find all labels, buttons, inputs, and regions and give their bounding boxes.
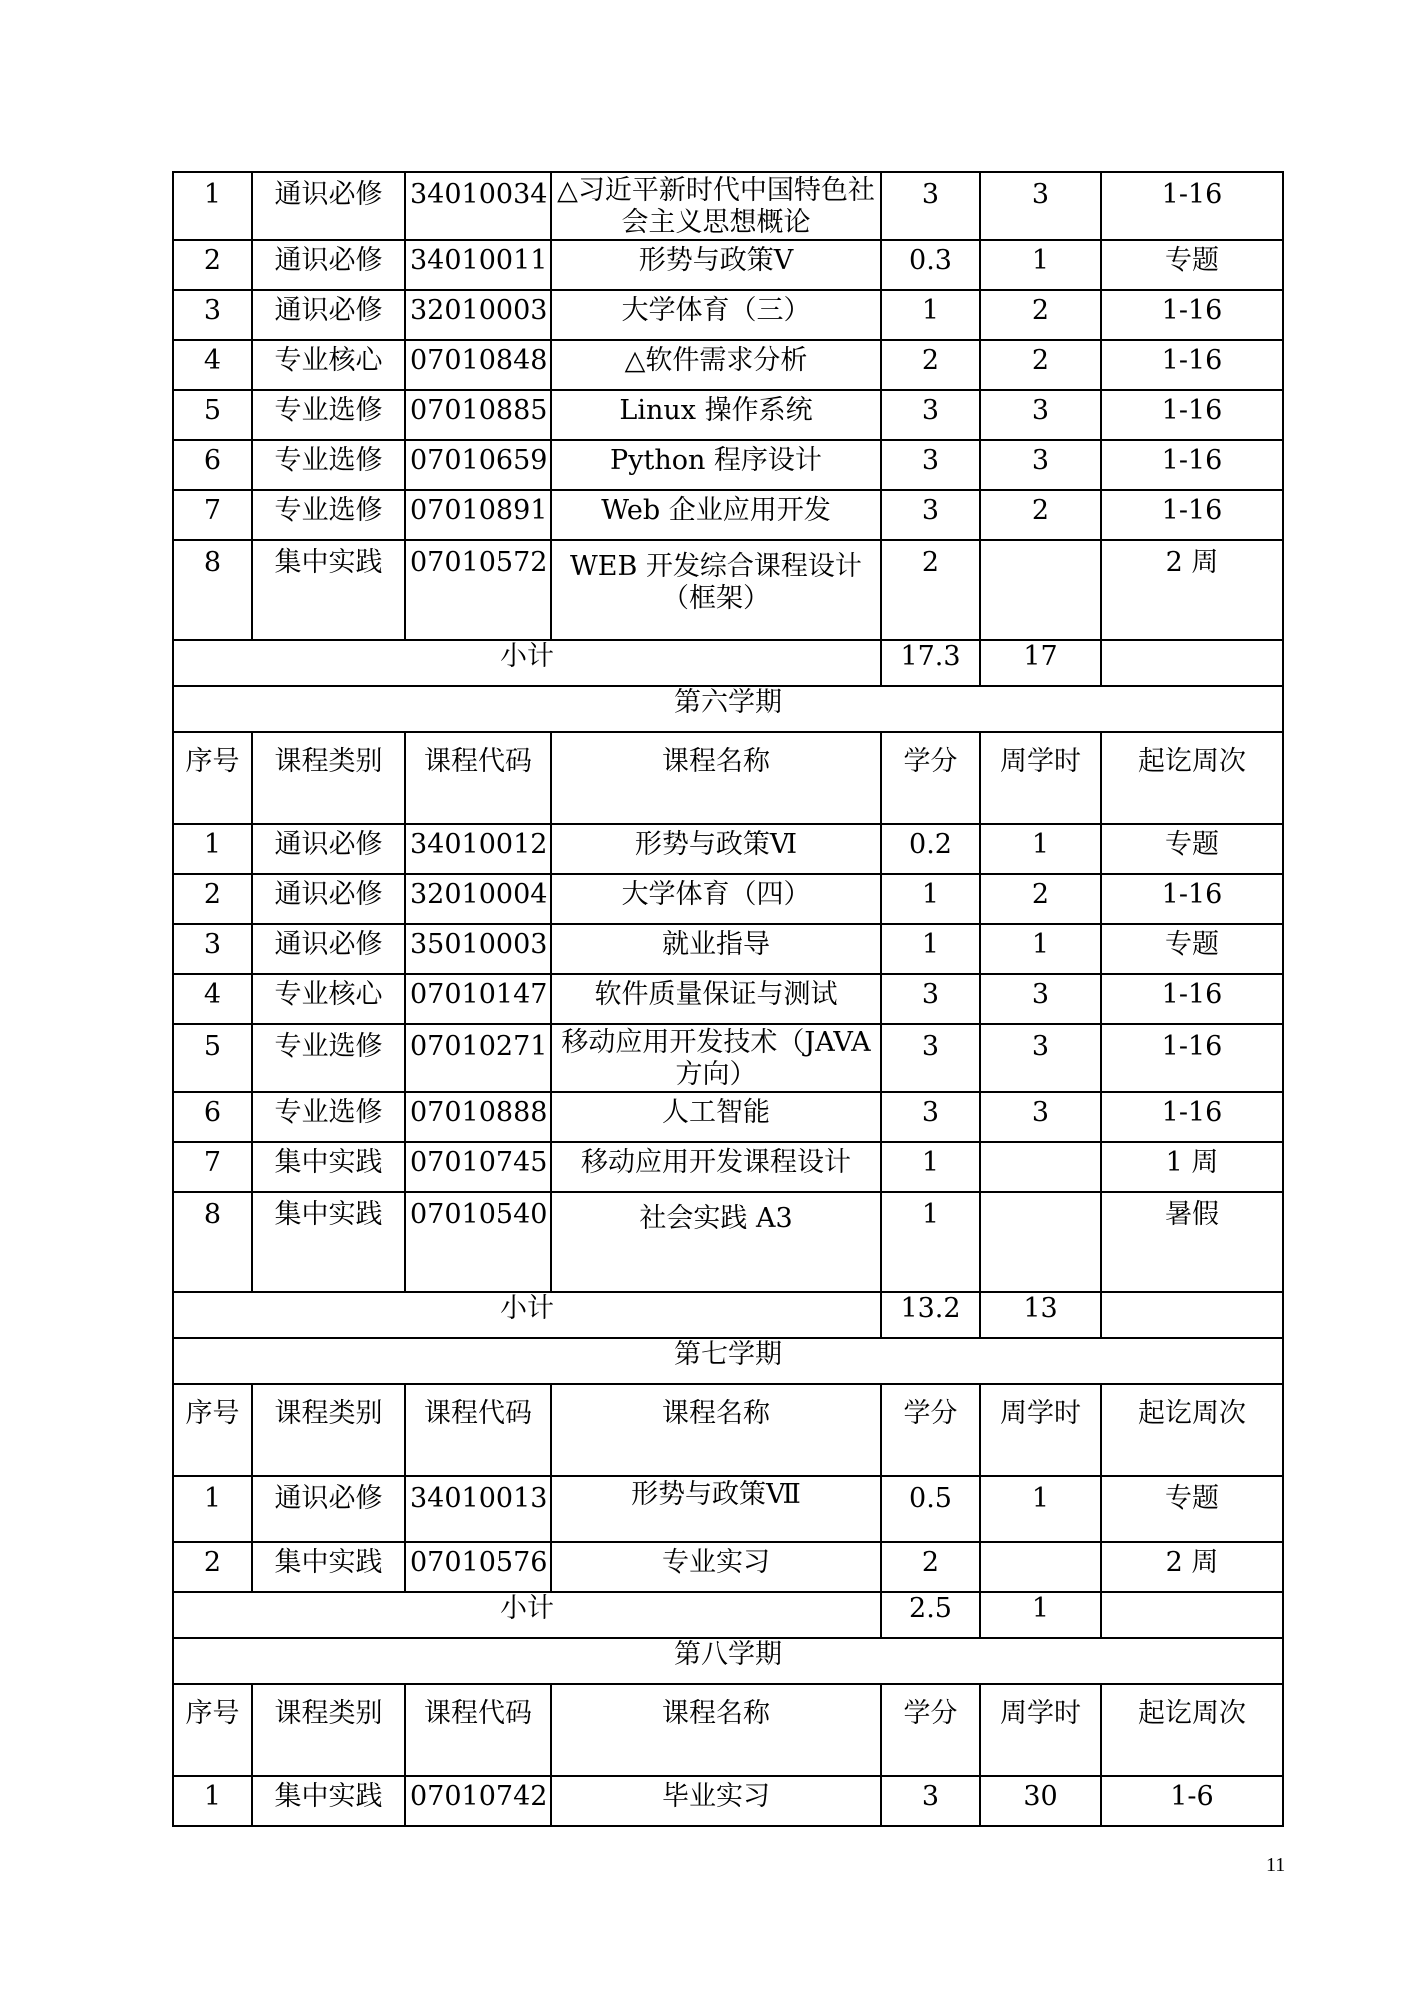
row-number: 1 — [173, 824, 252, 874]
row-number: 6 — [173, 440, 252, 490]
weekly-hours — [980, 540, 1101, 640]
credit: 1 — [881, 290, 980, 340]
week-range: 暑假 — [1101, 1192, 1283, 1292]
course-type: 专业选修 — [252, 390, 405, 440]
week-range: 1-16 — [1101, 490, 1283, 540]
weekly-hours — [980, 1542, 1101, 1592]
week-range: 1-16 — [1101, 390, 1283, 440]
weekly-hours — [980, 1142, 1101, 1192]
row-number: 8 — [173, 1192, 252, 1292]
subtotal-credit: 17.3 — [881, 640, 980, 686]
semester-title: 第七学期 — [173, 1338, 1283, 1384]
course-name: 专业实习 — [551, 1542, 881, 1592]
course-code: 34010011 — [405, 240, 551, 290]
subtotal-row — [173, 640, 1283, 686]
course-code: 07010888 — [405, 1092, 551, 1142]
course-code: 07010572 — [405, 540, 551, 640]
course-code: 07010885 — [405, 390, 551, 440]
course-code: 07010745 — [405, 1142, 551, 1192]
table-row — [173, 1542, 1283, 1592]
course-name: 形势与政策Ⅴ — [551, 240, 881, 290]
course-type: 集中实践 — [252, 1192, 405, 1292]
table-row — [173, 290, 1283, 340]
row-number: 4 — [173, 974, 252, 1024]
header-type: 课程类别 — [252, 732, 405, 824]
course-type: 集中实践 — [252, 1776, 405, 1826]
row-number: 1 — [173, 172, 252, 240]
credit: 3 — [881, 1092, 980, 1142]
row-number: 6 — [173, 1092, 252, 1142]
semester-title-row — [173, 1638, 1283, 1684]
course-type: 集中实践 — [252, 1142, 405, 1192]
weekly-hours: 2 — [980, 340, 1101, 390]
credit: 2 — [881, 540, 980, 640]
course-name: 大学体育（四） — [551, 874, 881, 924]
page-number: 11 — [1266, 1854, 1286, 1876]
header-row — [173, 1384, 1283, 1476]
header-weeks: 起讫周次 — [1101, 1384, 1283, 1476]
table-row — [173, 1476, 1283, 1542]
credit: 1 — [881, 1192, 980, 1292]
course-name: 社会实践 A3 — [551, 1192, 881, 1292]
row-number: 8 — [173, 540, 252, 640]
row-number: 1 — [173, 1776, 252, 1826]
credit: 2 — [881, 1542, 980, 1592]
course-name: Python 程序设计 — [551, 440, 881, 490]
course-name: △习近平新时代中国特色社会主义思想概论 — [551, 172, 881, 240]
row-number: 7 — [173, 490, 252, 540]
course-code: 34010034 — [405, 172, 551, 240]
weekly-hours: 1 — [980, 240, 1101, 290]
table-row — [173, 172, 1283, 240]
week-range: 1-16 — [1101, 874, 1283, 924]
credit: 3 — [881, 490, 980, 540]
weekly-hours: 1 — [980, 1476, 1101, 1542]
course-type: 通识必修 — [252, 1476, 405, 1542]
header-code: 课程代码 — [405, 732, 551, 824]
course-type: 通识必修 — [252, 240, 405, 290]
week-range: 1-16 — [1101, 1092, 1283, 1142]
header-row — [173, 732, 1283, 824]
table-row — [173, 440, 1283, 490]
course-name: 毕业实习 — [551, 1776, 881, 1826]
course-code: 07010576 — [405, 1542, 551, 1592]
table-row — [173, 1092, 1283, 1142]
row-number: 4 — [173, 340, 252, 390]
week-range: 1-16 — [1101, 440, 1283, 490]
week-range: 专题 — [1101, 240, 1283, 290]
course-type: 专业核心 — [252, 974, 405, 1024]
subtotal-row — [173, 1292, 1283, 1338]
course-name: Web 企业应用开发 — [551, 490, 881, 540]
course-code: 32010004 — [405, 874, 551, 924]
course-name: 大学体育（三） — [551, 290, 881, 340]
credit: 3 — [881, 390, 980, 440]
course-code: 07010848 — [405, 340, 551, 390]
credit: 3 — [881, 1024, 980, 1092]
credit: 0.3 — [881, 240, 980, 290]
header-code: 课程代码 — [405, 1384, 551, 1476]
subtotal-weeks — [1101, 640, 1283, 686]
credit: 0.2 — [881, 824, 980, 874]
course-code: 32010003 — [405, 290, 551, 340]
table-row — [173, 1776, 1283, 1826]
credit: 1 — [881, 924, 980, 974]
credit: 1 — [881, 874, 980, 924]
semester-title: 第六学期 — [173, 686, 1283, 732]
course-type: 集中实践 — [252, 540, 405, 640]
table-row — [173, 824, 1283, 874]
course-schedule-table-wrapper — [172, 171, 1282, 1827]
weekly-hours: 3 — [980, 172, 1101, 240]
header-hours: 周学时 — [980, 1384, 1101, 1476]
credit: 3 — [881, 974, 980, 1024]
weekly-hours: 3 — [980, 390, 1101, 440]
subtotal-weeks — [1101, 1292, 1283, 1338]
header-no: 序号 — [173, 732, 252, 824]
week-range: 专题 — [1101, 924, 1283, 974]
header-credit: 学分 — [881, 1684, 980, 1776]
course-code: 07010271 — [405, 1024, 551, 1092]
semester-title: 第八学期 — [173, 1638, 1283, 1684]
week-range: 1-16 — [1101, 340, 1283, 390]
table-row — [173, 540, 1283, 640]
semester-title-row — [173, 1338, 1283, 1384]
table-row — [173, 1142, 1283, 1192]
course-type: 通识必修 — [252, 290, 405, 340]
row-number: 2 — [173, 240, 252, 290]
credit: 2 — [881, 340, 980, 390]
table-row — [173, 490, 1283, 540]
week-range: 1-6 — [1101, 1776, 1283, 1826]
course-type: 专业选修 — [252, 490, 405, 540]
course-name: 就业指导 — [551, 924, 881, 974]
header-weeks: 起讫周次 — [1101, 1684, 1283, 1776]
row-number: 5 — [173, 390, 252, 440]
table-row — [173, 874, 1283, 924]
course-type: 通识必修 — [252, 824, 405, 874]
semester-title-row — [173, 686, 1283, 732]
week-range: 专题 — [1101, 1476, 1283, 1542]
table-row — [173, 390, 1283, 440]
subtotal-hours: 17 — [980, 640, 1101, 686]
weekly-hours: 2 — [980, 490, 1101, 540]
week-range: 1-16 — [1101, 1024, 1283, 1092]
week-range: 1-16 — [1101, 172, 1283, 240]
subtotal-credit: 13.2 — [881, 1292, 980, 1338]
week-range: 2 周 — [1101, 540, 1283, 640]
course-code: 07010742 — [405, 1776, 551, 1826]
subtotal-row — [173, 1592, 1283, 1638]
course-type: 专业选修 — [252, 440, 405, 490]
table-row — [173, 340, 1283, 390]
week-range: 2 周 — [1101, 1542, 1283, 1592]
row-number: 7 — [173, 1142, 252, 1192]
course-name: WEB 开发综合课程设计（框架） — [551, 540, 881, 640]
course-type: 专业核心 — [252, 340, 405, 390]
course-type: 通识必修 — [252, 874, 405, 924]
weekly-hours: 1 — [980, 924, 1101, 974]
row-number: 3 — [173, 924, 252, 974]
course-code: 07010891 — [405, 490, 551, 540]
header-credit: 学分 — [881, 1384, 980, 1476]
subtotal-hours: 1 — [980, 1592, 1101, 1638]
week-range: 1 周 — [1101, 1142, 1283, 1192]
weekly-hours: 2 — [980, 874, 1101, 924]
header-type: 课程类别 — [252, 1384, 405, 1476]
header-no: 序号 — [173, 1684, 252, 1776]
header-name: 课程名称 — [551, 1384, 881, 1476]
credit: 3 — [881, 440, 980, 490]
header-hours: 周学时 — [980, 1684, 1101, 1776]
subtotal-label: 小计 — [173, 640, 881, 686]
course-code: 07010540 — [405, 1192, 551, 1292]
course-type: 通识必修 — [252, 172, 405, 240]
course-type: 专业选修 — [252, 1024, 405, 1092]
weekly-hours — [980, 1192, 1101, 1292]
table-row — [173, 240, 1283, 290]
course-name: 移动应用开发技术（JAVA方向） — [551, 1024, 881, 1092]
weekly-hours: 3 — [980, 974, 1101, 1024]
credit: 3 — [881, 1776, 980, 1826]
credit: 1 — [881, 1142, 980, 1192]
row-number: 3 — [173, 290, 252, 340]
header-code: 课程代码 — [405, 1684, 551, 1776]
week-range: 1-16 — [1101, 290, 1283, 340]
weekly-hours: 2 — [980, 290, 1101, 340]
header-credit: 学分 — [881, 732, 980, 824]
course-name: 形势与政策Ⅵ — [551, 824, 881, 874]
header-weeks: 起讫周次 — [1101, 732, 1283, 824]
course-name: 形势与政策Ⅶ — [551, 1476, 881, 1542]
course-name: 人工智能 — [551, 1092, 881, 1142]
course-name: 软件质量保证与测试 — [551, 974, 881, 1024]
course-name: 移动应用开发课程设计 — [551, 1142, 881, 1192]
course-code: 07010147 — [405, 974, 551, 1024]
table-row — [173, 974, 1283, 1024]
subtotal-label: 小计 — [173, 1592, 881, 1638]
week-range: 1-16 — [1101, 974, 1283, 1024]
credit: 3 — [881, 172, 980, 240]
weekly-hours: 3 — [980, 1092, 1101, 1142]
row-number: 5 — [173, 1024, 252, 1092]
subtotal-hours: 13 — [980, 1292, 1101, 1338]
course-code: 34010013 — [405, 1476, 551, 1542]
header-name: 课程名称 — [551, 732, 881, 824]
weekly-hours: 1 — [980, 824, 1101, 874]
row-number: 1 — [173, 1476, 252, 1542]
course-type: 通识必修 — [252, 924, 405, 974]
course-schedule-table — [172, 171, 1284, 1827]
subtotal-label: 小计 — [173, 1292, 881, 1338]
header-type: 课程类别 — [252, 1684, 405, 1776]
course-code: 34010012 — [405, 824, 551, 874]
subtotal-credit: 2.5 — [881, 1592, 980, 1638]
weekly-hours: 3 — [980, 440, 1101, 490]
course-code: 07010659 — [405, 440, 551, 490]
course-type: 集中实践 — [252, 1542, 405, 1592]
row-number: 2 — [173, 874, 252, 924]
table-row — [173, 924, 1283, 974]
weekly-hours: 30 — [980, 1776, 1101, 1826]
week-range: 专题 — [1101, 824, 1283, 874]
header-name: 课程名称 — [551, 1684, 881, 1776]
table-row — [173, 1024, 1283, 1092]
weekly-hours: 3 — [980, 1024, 1101, 1092]
header-hours: 周学时 — [980, 732, 1101, 824]
row-number: 2 — [173, 1542, 252, 1592]
subtotal-weeks — [1101, 1592, 1283, 1638]
course-name: Linux 操作系统 — [551, 390, 881, 440]
header-row — [173, 1684, 1283, 1776]
credit: 0.5 — [881, 1476, 980, 1542]
course-code: 35010003 — [405, 924, 551, 974]
table-row — [173, 1192, 1283, 1292]
course-name: △软件需求分析 — [551, 340, 881, 390]
header-no: 序号 — [173, 1384, 252, 1476]
course-type: 专业选修 — [252, 1092, 405, 1142]
